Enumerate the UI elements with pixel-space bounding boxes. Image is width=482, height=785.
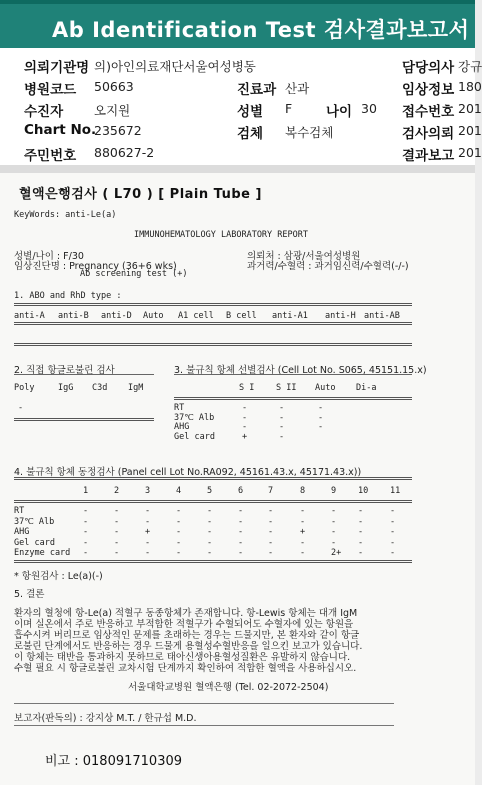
screen-cell: -: [242, 412, 248, 423]
clinical-value: 180: [458, 79, 482, 94]
panel-cell: -: [83, 516, 89, 527]
abo-col-header: B cell: [226, 311, 257, 321]
panel-cell: -: [268, 537, 274, 548]
panel-cell: -: [145, 537, 151, 548]
rule: [14, 418, 154, 421]
panel-cell: -: [358, 506, 364, 516]
report-title: 혈액은행검사 ( L70 ) [ Plain Tube ]: [19, 187, 262, 202]
panel-cell: -: [300, 516, 306, 527]
panel-cell: -: [145, 548, 151, 558]
section1-title: 1. ABO and RhD type :: [14, 291, 122, 301]
doctor-label: 담당의사: [402, 60, 455, 76]
panel-cell: -: [300, 506, 306, 516]
panel-col-header: 6: [238, 486, 244, 496]
diagnosis: 임상진단명 : Pregnancy (36+6 wks): [14, 261, 177, 272]
panel-cell: -: [176, 527, 182, 537]
screen-cell: -: [279, 431, 285, 442]
screen-col-header: Di-a: [356, 383, 377, 393]
panel-cell: -: [83, 506, 89, 516]
panel-cell: -: [300, 548, 306, 558]
dept-value: 산과: [285, 81, 310, 96]
rule: [14, 500, 412, 503]
scanned-report: [0, 173, 475, 785]
sex-label: 성별: [237, 104, 264, 120]
section3-title: 3. 불규칙 항체 선별검사 (Cell Lot No. S065, 45151.15.x): [174, 365, 427, 376]
screen-row-label: Gel card: [174, 431, 215, 442]
panel-cell: +: [145, 527, 151, 537]
panel-row-label: Gel card: [14, 537, 55, 548]
panel-cell: -: [207, 548, 213, 558]
specimen-value: 복수검체: [285, 125, 334, 140]
rule: [14, 303, 412, 306]
panel-cell: -: [358, 537, 364, 548]
panel-cell: -: [268, 527, 274, 537]
rule: [14, 322, 412, 325]
abo-col-header: anti-AB: [364, 311, 400, 321]
section-divider: [0, 165, 475, 173]
panel-cell: -: [331, 527, 337, 537]
receipt-label: 접수번호: [402, 104, 455, 120]
panel-cell: -: [331, 516, 337, 527]
lab-title: IMMUNOHEMATOLOGY LABORATORY REPORT: [134, 230, 308, 240]
panel-cell: -: [207, 527, 213, 537]
panel-cell: -: [207, 506, 213, 516]
panel-cell: -: [358, 548, 364, 558]
id-number-value: 880627-2: [94, 145, 155, 160]
conclusion-line: 로불린 단계에서도 반응하는 경우 드물게 용혈성수혈반응을 일으킨 보고가 있습니다.: [14, 641, 363, 652]
abo-col-header: anti-D: [101, 311, 132, 321]
abo-col-header: anti-A1: [272, 311, 308, 321]
sex-age: 성별/나이 : F/30: [14, 251, 84, 262]
panel-cell: -: [358, 516, 364, 527]
patient-label: 수진자: [24, 104, 64, 120]
panel-cell: -: [145, 516, 151, 527]
report-date-value: 201: [458, 145, 482, 160]
panel-cell: -: [300, 537, 306, 548]
panel-col-header: 7: [268, 486, 274, 496]
conclusion-line: 이며 실온에서 주로 반응하고 부적합한 적혈구가 수혈되어도 수혈자에 있는 항원을: [14, 619, 354, 630]
reporter: 보고자(판독의) : 강지상 M.T. / 한규섭 M.D.: [14, 713, 197, 724]
panel-cell: -: [390, 527, 396, 537]
panel-col-header: 4: [176, 486, 182, 496]
panel-cell: -: [331, 506, 337, 516]
code-value: 50663: [94, 79, 134, 94]
keywords: KeyWords: anti-Le(a): [14, 210, 117, 220]
screen-cell: -: [279, 422, 285, 432]
panel-cell: -: [268, 506, 274, 516]
rule: [14, 343, 412, 346]
panel-cell: -: [83, 527, 89, 537]
code-label: 병원코드: [24, 82, 77, 98]
conclusion-line: 수혈 필요 시 항글로불린 교차시험 단계까지 확인하여 적합한 혈액을 사용하십시오.: [14, 663, 357, 674]
doctor-value: 강규: [458, 59, 482, 74]
conclusion-line: 흡수시켜 버리므로 임상적인 문제를 초래하는 경우는 드물지만, 본 환자와 같이 항글: [14, 630, 360, 641]
report-date-label: 결과보고: [402, 148, 455, 164]
report-header: [0, 0, 475, 48]
screen-cell: -: [318, 422, 324, 432]
panel-cell: -: [176, 506, 182, 516]
rule: [14, 477, 412, 480]
panel-cell: -: [238, 516, 244, 527]
panel-cell: +: [300, 527, 306, 537]
specimen-label: 검체: [237, 126, 264, 142]
panel-cell: -: [268, 548, 274, 558]
screen-row-label: RT: [174, 403, 185, 413]
screen-cell: -: [318, 403, 324, 413]
panel-cell: -: [238, 548, 244, 558]
antigen-test: * 항원검사 : Le(a)(-): [14, 571, 103, 582]
screen-cell: -: [279, 412, 285, 423]
panel-cell: -: [358, 527, 364, 537]
sex-value: F: [285, 101, 293, 116]
hospital-value: 의)아인의료재단서울여성병동: [94, 59, 256, 74]
chart-label: Chart No.: [24, 122, 97, 138]
id-number-label: 주민번호: [24, 148, 77, 164]
screen-col-header: S I: [239, 383, 255, 393]
rule: [14, 374, 154, 375]
section4-title: 4. 불규칙 항체 동정검사 (Panel cell Lot No.RA092, 45161.43.x, 45171.43.x)): [14, 467, 362, 478]
panel-cell: -: [145, 506, 151, 516]
request-label: 검사의뢰: [402, 126, 455, 142]
panel-col-header: 10: [358, 486, 369, 496]
clinical-label: 임상정보: [402, 82, 455, 98]
rule: [14, 725, 394, 726]
panel-col-header: 3: [145, 486, 151, 496]
panel-col-header: 1: [83, 486, 89, 496]
rule: [14, 703, 394, 704]
header-title: Ab Identification Test 검사결과보고서: [52, 18, 470, 42]
chart-value: 235672: [94, 123, 142, 138]
abo-col-header: anti-A: [14, 311, 45, 321]
panel-cell: -: [176, 548, 182, 558]
requester: 의뢰처 : 삼광/서울여성병원: [247, 251, 361, 262]
panel-cell: -: [238, 527, 244, 537]
screen-cell: -: [318, 412, 324, 423]
screen-col-header: S II: [276, 383, 297, 393]
panel-row-label: AHG: [14, 527, 30, 537]
screen-cell: -: [242, 422, 248, 432]
rule: [174, 397, 412, 400]
panel-cell: -: [238, 506, 244, 516]
screen-row-label: 37℃ Alb: [174, 412, 215, 423]
panel-cell: -: [207, 516, 213, 527]
abo-col-header: anti-H: [325, 311, 356, 321]
rule: [174, 374, 412, 375]
age-value: 30: [361, 101, 377, 116]
panel-col-header: 11: [390, 486, 401, 496]
conclusion-line: 환자의 혈청에 항-Le(a) 적혈구 동종항체가 존재합니다. 항-Lewis 항체는 대개 IgM: [14, 608, 358, 619]
panel-cell: -: [114, 527, 120, 537]
dept-label: 진료과: [237, 82, 277, 98]
panel-col-header: 8: [300, 486, 306, 496]
panel-cell: -: [390, 506, 396, 516]
hospital-label: 의뢰기관명: [24, 60, 90, 76]
panel-cell: -: [331, 537, 337, 548]
dat-col-header: IgG: [58, 383, 74, 393]
history: 과거력/수혈력 : 과거임신력/수혈력(-/-): [247, 261, 409, 272]
abo-col-header: A1 cell: [178, 311, 214, 321]
abo-col-header: anti-B: [58, 311, 89, 321]
section5-title: 5. 결론: [14, 589, 45, 600]
request-value: 201: [458, 123, 482, 138]
panel-cell: -: [207, 537, 213, 548]
panel-row-label: Enzyme card: [14, 548, 71, 558]
screen-col-header: Auto: [315, 383, 336, 393]
screen-cell: -: [279, 403, 285, 413]
panel-col-header: 9: [331, 486, 337, 496]
panel-cell: -: [238, 537, 244, 548]
panel-row-label: 37℃ Alb: [14, 516, 55, 527]
panel-cell: -: [176, 516, 182, 527]
screen-row-label: AHG: [174, 422, 190, 432]
dat-col-header: Poly: [14, 383, 35, 393]
panel-col-header: 5: [207, 486, 213, 496]
panel-col-header: 2: [114, 486, 120, 496]
panel-cell: -: [83, 548, 89, 558]
note: 비고 : 018091710309: [45, 754, 183, 769]
panel-cell: -: [83, 537, 89, 548]
dat-col-header: C3d: [92, 383, 108, 393]
dat-col-header: IgM: [128, 383, 144, 393]
panel-cell: 2+: [331, 548, 342, 558]
panel-cell: -: [114, 516, 120, 527]
panel-cell: -: [114, 506, 120, 516]
panel-cell: -: [390, 516, 396, 527]
age-label: 나이: [326, 104, 353, 120]
receipt-value: 201: [458, 101, 482, 116]
rule: [14, 560, 412, 563]
blood-bank-contact: 서울대학교병원 혈액은행 (Tel. 02-2072-2504): [128, 682, 329, 693]
conclusion-line: 이 항체는 태반을 통과하지 못하므로 태아신생아용혈성질환은 유발하지 않습니다.: [14, 652, 351, 663]
dat-result: -: [18, 403, 24, 413]
screen-cell: +: [242, 431, 248, 442]
panel-cell: -: [114, 537, 120, 548]
panel-cell: -: [114, 548, 120, 558]
patient-info-panel: [0, 48, 482, 165]
screen-cell: -: [242, 403, 248, 413]
panel-cell: -: [176, 537, 182, 548]
panel-cell: -: [390, 537, 396, 548]
panel-cell: -: [268, 516, 274, 527]
panel-cell: -: [390, 548, 396, 558]
section2-title: 2. 직접 항글로불린 검사: [14, 365, 115, 376]
abo-col-header: Auto: [143, 311, 164, 321]
panel-row-label: RT: [14, 506, 25, 516]
ab-screen: Ab screening test (+): [80, 269, 188, 279]
patient-value: 오지원: [94, 103, 131, 118]
